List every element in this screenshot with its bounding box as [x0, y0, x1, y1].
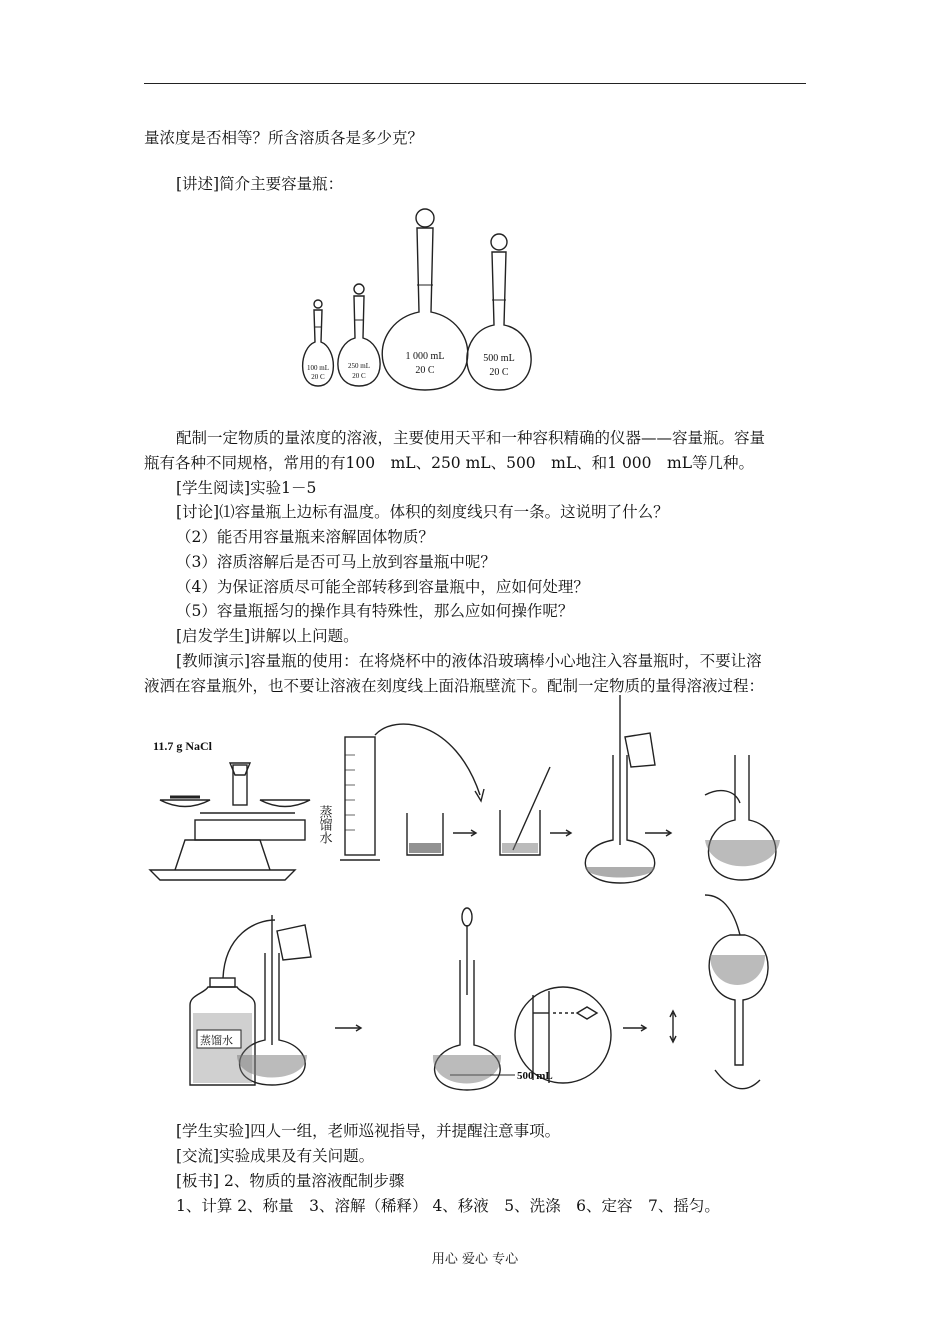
text-line-11: [启发学生]讲解以上问题。: [176, 627, 359, 645]
text-line-8: （3）溶质溶解后是否可马上放到容量瓶中呢？: [176, 553, 496, 571]
flask-250-volume: 250 mL: [348, 362, 370, 370]
text-line-1: 量浓度是否相等？所含溶质各是多少克？: [144, 129, 424, 147]
text-line-12: [教师演示]容量瓶的使用：在将烧杯中的液体沿玻璃棒小心地注入容量瓶时，不要让溶: [176, 652, 762, 670]
text-line-17: 1、计算 2、称量 3、溶解（稀释） 4、移液 5、洗涤 6、定容 7、摇匀。: [176, 1197, 720, 1215]
text-line-9: （4）为保证溶质尽可能全部转移到容量瓶中，应如何处理？: [176, 578, 589, 596]
text-line-10: （5）容量瓶摇匀的操作具有特殊性，那么应如何操作呢？: [176, 602, 574, 620]
solution-preparation-figure: [145, 695, 785, 1115]
flask-1000-temp: 20 C: [415, 365, 435, 376]
text-line-6: [讨论]⑴容量瓶上边标有温度。体积的刻度线只有一条。这说明了什么？: [176, 503, 669, 521]
page-footer: 用心 爱心 专心: [431, 1252, 519, 1267]
flask-500-volume: 500 mL: [483, 353, 515, 364]
flask-1000-volume: 1 000 mL: [405, 351, 445, 362]
nacl-mass-label: 11.7 g NaCl: [153, 739, 213, 753]
flask-100-temp: 20 C: [311, 373, 325, 381]
text-line-4: 瓶有各种不同规格，常用的有100 mL、250 mL、500 mL、和1 000 mL等几种。: [144, 454, 755, 472]
flask-100-volume: 100 mL: [307, 364, 329, 372]
text-line-16: [板书] 2、物质的量溶液配制步骤: [176, 1172, 405, 1190]
text-line-15: [交流]实验成果及有关问题。: [176, 1147, 375, 1165]
text-line-3: 配制一定物质的量浓度的溶液，主要使用天平和一种容积精确的仪器——容量瓶。容量: [176, 429, 766, 447]
text-line-14: [学生实验]四人一组，老师巡视指导，并提醒注意事项。: [176, 1122, 561, 1140]
text-line-2: [讲述]简介主要容量瓶：: [176, 175, 344, 193]
distilled-water-label: 蒸馏水: [317, 805, 333, 844]
text-line-5: [学生阅读]实验1－5: [176, 479, 317, 497]
flask-250-temp: 20 C: [352, 372, 366, 380]
wash-bottle-label: 蒸馏水: [200, 1035, 233, 1047]
text-line-13: 液洒在容量瓶外，也不要让溶液在刻度线上面沿瓶壁流下。配制一定物质的量得溶液过程：: [144, 677, 765, 695]
volume-mark-label: 500 mL: [517, 1070, 553, 1082]
volumetric-flasks-figure: [290, 200, 550, 400]
header-rule: [144, 83, 806, 84]
text-line-7: （2）能否用容量瓶来溶解固体物质？: [176, 528, 434, 546]
flask-500-temp: 20 C: [489, 367, 509, 378]
